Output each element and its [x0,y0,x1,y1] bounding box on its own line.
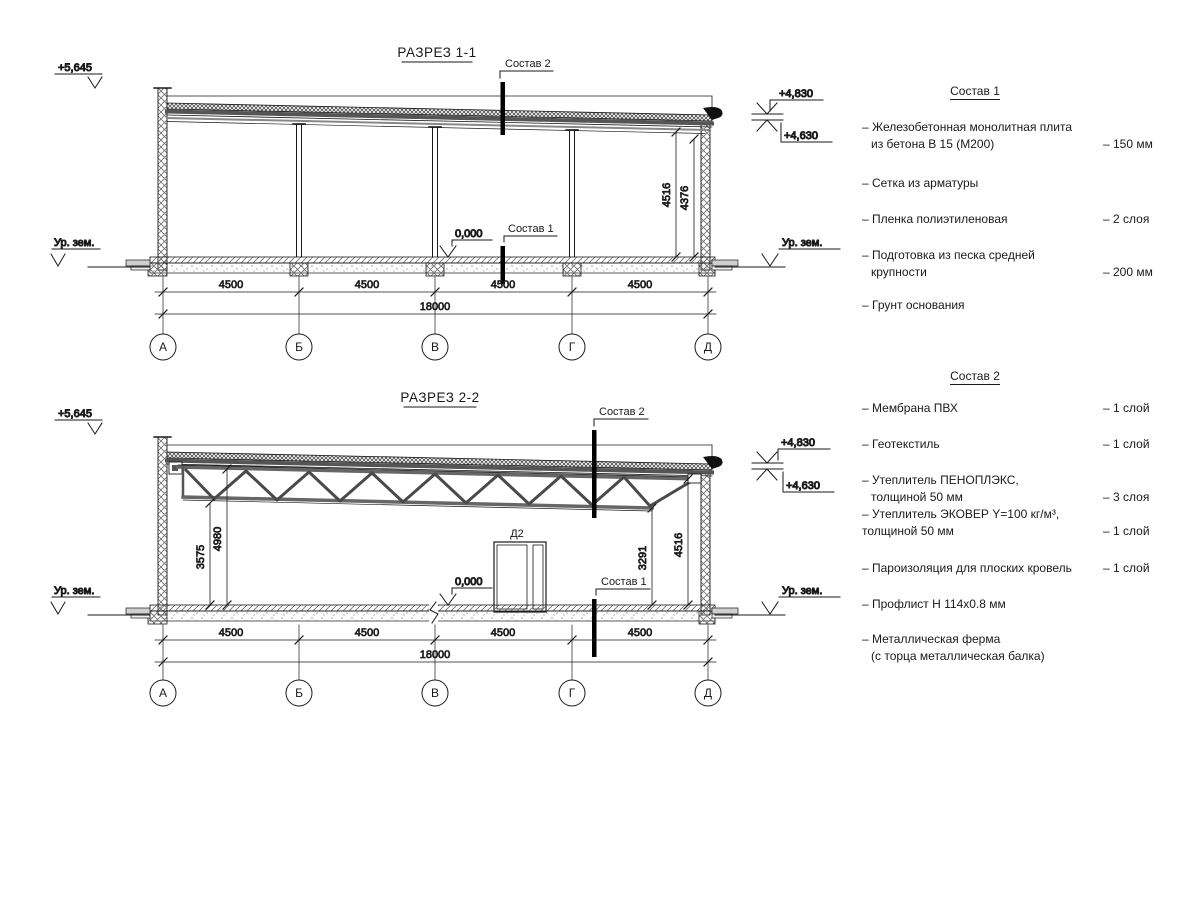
composition2-item: – Утеплитель ЭКОВЕР Y=100 кг/м³, толщиной 50 мм – 1 слой [862,507,1150,538]
axis-v: В [430,340,440,354]
item-value: – 1 слой [1103,524,1150,538]
elev-4630-label: +4,630 [784,130,818,142]
height-dimensions [661,128,698,261]
composition1-title: Состав 1 [950,84,1000,98]
dim-total: 18000 [419,301,451,313]
axis-bubbles [150,680,721,706]
columns [293,124,578,257]
dim-3575: 3575 [195,544,207,570]
floor-slab [126,257,738,276]
zero-level-label: 0,000 [455,576,483,588]
callout-comp1-label: Состав 1 [601,576,647,588]
item-value: – 2 слоя [1103,212,1150,226]
left-wall [158,88,167,270]
axis-b: Б [295,686,303,700]
dim-total: 18000 [419,649,451,661]
composition2-title: Состав 2 [950,369,1000,383]
left-wall [158,437,167,615]
dim-bay-3: 4500 [490,279,516,291]
zero-level-label: 0,000 [455,228,483,240]
callouts [500,58,557,284]
ground-level-left-label: Ур. зем. [54,585,95,597]
elev-5645-label: +5,645 [58,408,92,420]
section-1 [51,45,840,360]
dim-4980: 4980 [212,526,224,552]
elev-5645-label: +5,645 [58,62,92,74]
item-value: – 1 слой [1103,561,1150,575]
axis-g: Г [568,686,576,700]
elevation-marks [51,62,840,266]
axis-a: А [158,686,168,700]
composition-notes-panel [855,0,1200,900]
dim-bay-2: 4500 [354,627,380,639]
dim-bay-4: 4500 [627,279,653,291]
item-value: – 150 мм [1103,137,1153,151]
composition1-item: – Железобетонная монолитная плита из бетона В 15 (М200) – 150 мм [862,120,1153,151]
callout-comp1-label: Состав 1 [508,223,554,235]
composition2-item: – Мембрана ПВХ – 1 слой [862,401,1150,415]
axis-b: Б [295,340,303,354]
section1-title: РАЗРЕЗ 1-1 [397,45,477,60]
door-label: Д2 [510,528,524,540]
item-value: – 1 слой [1103,401,1150,415]
door-d2 [494,528,546,612]
dim-bay-1: 4500 [218,279,244,291]
axis-d: Д [703,340,713,354]
composition2-item: – Утеплитель ПЕНОПЛЭКС, толщиной 50 мм – 3 слоя [862,473,1150,504]
composition2-item: – Геотекстиль – 1 слой [862,437,1150,451]
section-2 [51,390,840,706]
elev-4830-label: +4,830 [779,88,813,100]
truss-bottom-chord [183,497,652,508]
composition1-item: – Грунт основания [862,298,965,312]
elevation-marks [51,408,840,614]
dim-4516: 4516 [661,182,673,208]
ground-level-right-label: Ур. зем. [782,237,823,249]
dim-bay-4: 4500 [627,627,653,639]
floor-slab [126,602,738,624]
dim-bay-1: 4500 [218,627,244,639]
dim-4376: 4376 [679,185,691,211]
callout-comp2-label: Состав 2 [599,406,645,418]
right-wall [701,122,710,270]
composition2-item: – Пароизоляция для плоских кровель – 1 слой [862,561,1150,575]
right-wall [701,472,710,615]
bottom-dimensions [155,277,716,334]
axis-d: Д [703,686,713,700]
composition2-item: – Металлическая ферма (с торца металлическая балка) [862,632,1045,663]
elev-4630-label: +4,630 [786,480,820,492]
section2-title: РАЗРЕЗ 2-2 [400,390,480,405]
dim-bay-2: 4500 [354,279,380,291]
composition1-item: – Сетка из арматуры [862,176,979,190]
callout-comp2-label: Состав 2 [505,58,551,70]
dim-bay-3: 4500 [490,627,516,639]
ground-level-left-label: Ур. зем. [54,237,95,249]
axis-v: В [430,686,440,700]
bottom-dimensions [155,625,716,680]
ground-level-right-label: Ур. зем. [782,585,823,597]
dim-4516-s2: 4516 [673,532,685,558]
composition2-item: – Профлист Н 114х0.8 мм [862,597,1006,611]
item-value: – 200 мм [1103,265,1153,279]
item-value: – 3 слоя [1103,490,1150,504]
axis-g: Г [568,340,576,354]
dim-3291: 3291 [637,545,649,571]
elev-4830-label: +4,830 [781,437,815,449]
axis-bubbles [150,334,721,360]
composition1-item: – Подготовка из песка средней крупности – 200 мм [862,248,1153,279]
composition1-item: – Пленка полиэтиленовая – 2 слоя [862,212,1150,226]
item-value: – 1 слой [1103,437,1150,451]
axis-a: А [158,340,168,354]
